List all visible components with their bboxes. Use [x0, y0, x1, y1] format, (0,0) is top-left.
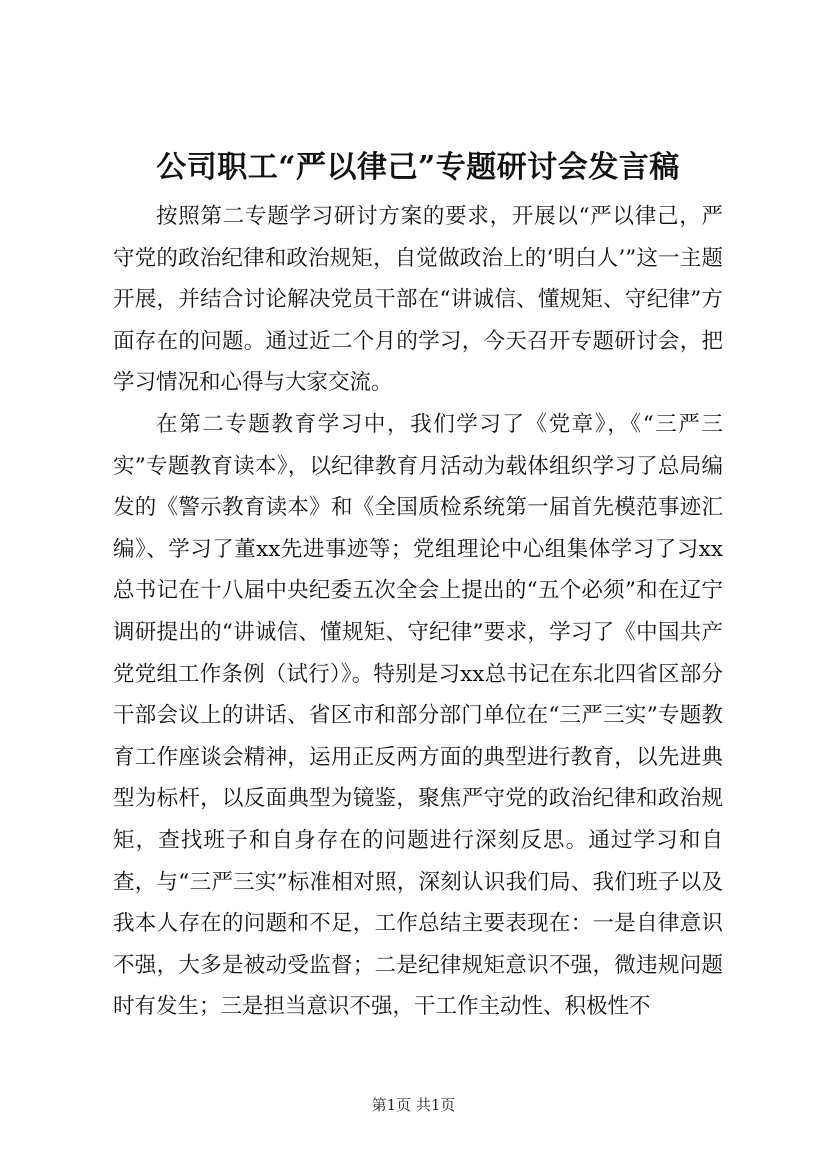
- paragraph-1: 按照第二专题学习研讨方案的要求，开展以“严以律己，严守党的政治纪律和政治规矩，自觉做政治上的‘明白人’”这一主题开展，并结合讨论解决党员干部在“讲诚信、懂规矩、守纪律”方面存在的问题。通过近二个月的学习，今天召开专题研讨会，把学习情况和心得与大家交流。: [113, 204, 723, 396]
- document-title: 公司职工“严以律己”专题研讨会发言稿: [156, 150, 680, 185]
- paragraph-2: 在第二专题教育学习中，我们学习了《党章》，《“三严三实”专题教育读本》，以纪律教育月活动为载体组织学习了总局编发的《警示教育读本》和《全国质检系统第一届首先模范事迹汇编》、学习了董xx先进事迹等；党组理论中心组集体学习了习xx总书记在十八届中央纪委五次全会上提出的“五个必须”和在辽宁调研提出的“讲诚信、懂规矩、守纪律”要求，学习了《中国共产党党组工作条例（试行）》。特别是习xx总书记在东北四省区部分干部会议上的讲话、省区市和部分部门单位在“三严三实”专题教育工作座谈会精神，运用正反两方面的典型进行教育，以先进典型为标杆，以反面典型为镜鉴，聚焦严守党的政治纪律和政治规矩，查找班子和自身存在的问题进行深刻反思。通过学习和自查，与“三严三实”标准相对照，深刻认识我们局、我们班子以及我本人存在的问题和不足，工作总结主要表现在：一是自律意识不强，大多是被动受监督；二是纪律规矩意识不强，微违规问题时有发生；三是担当意识不强，干工作主动性、积极性不: [113, 411, 723, 1020]
- page-footer-indicator: 第1页 共1页: [371, 1096, 456, 1114]
- document-body: [113, 196, 723, 1028]
